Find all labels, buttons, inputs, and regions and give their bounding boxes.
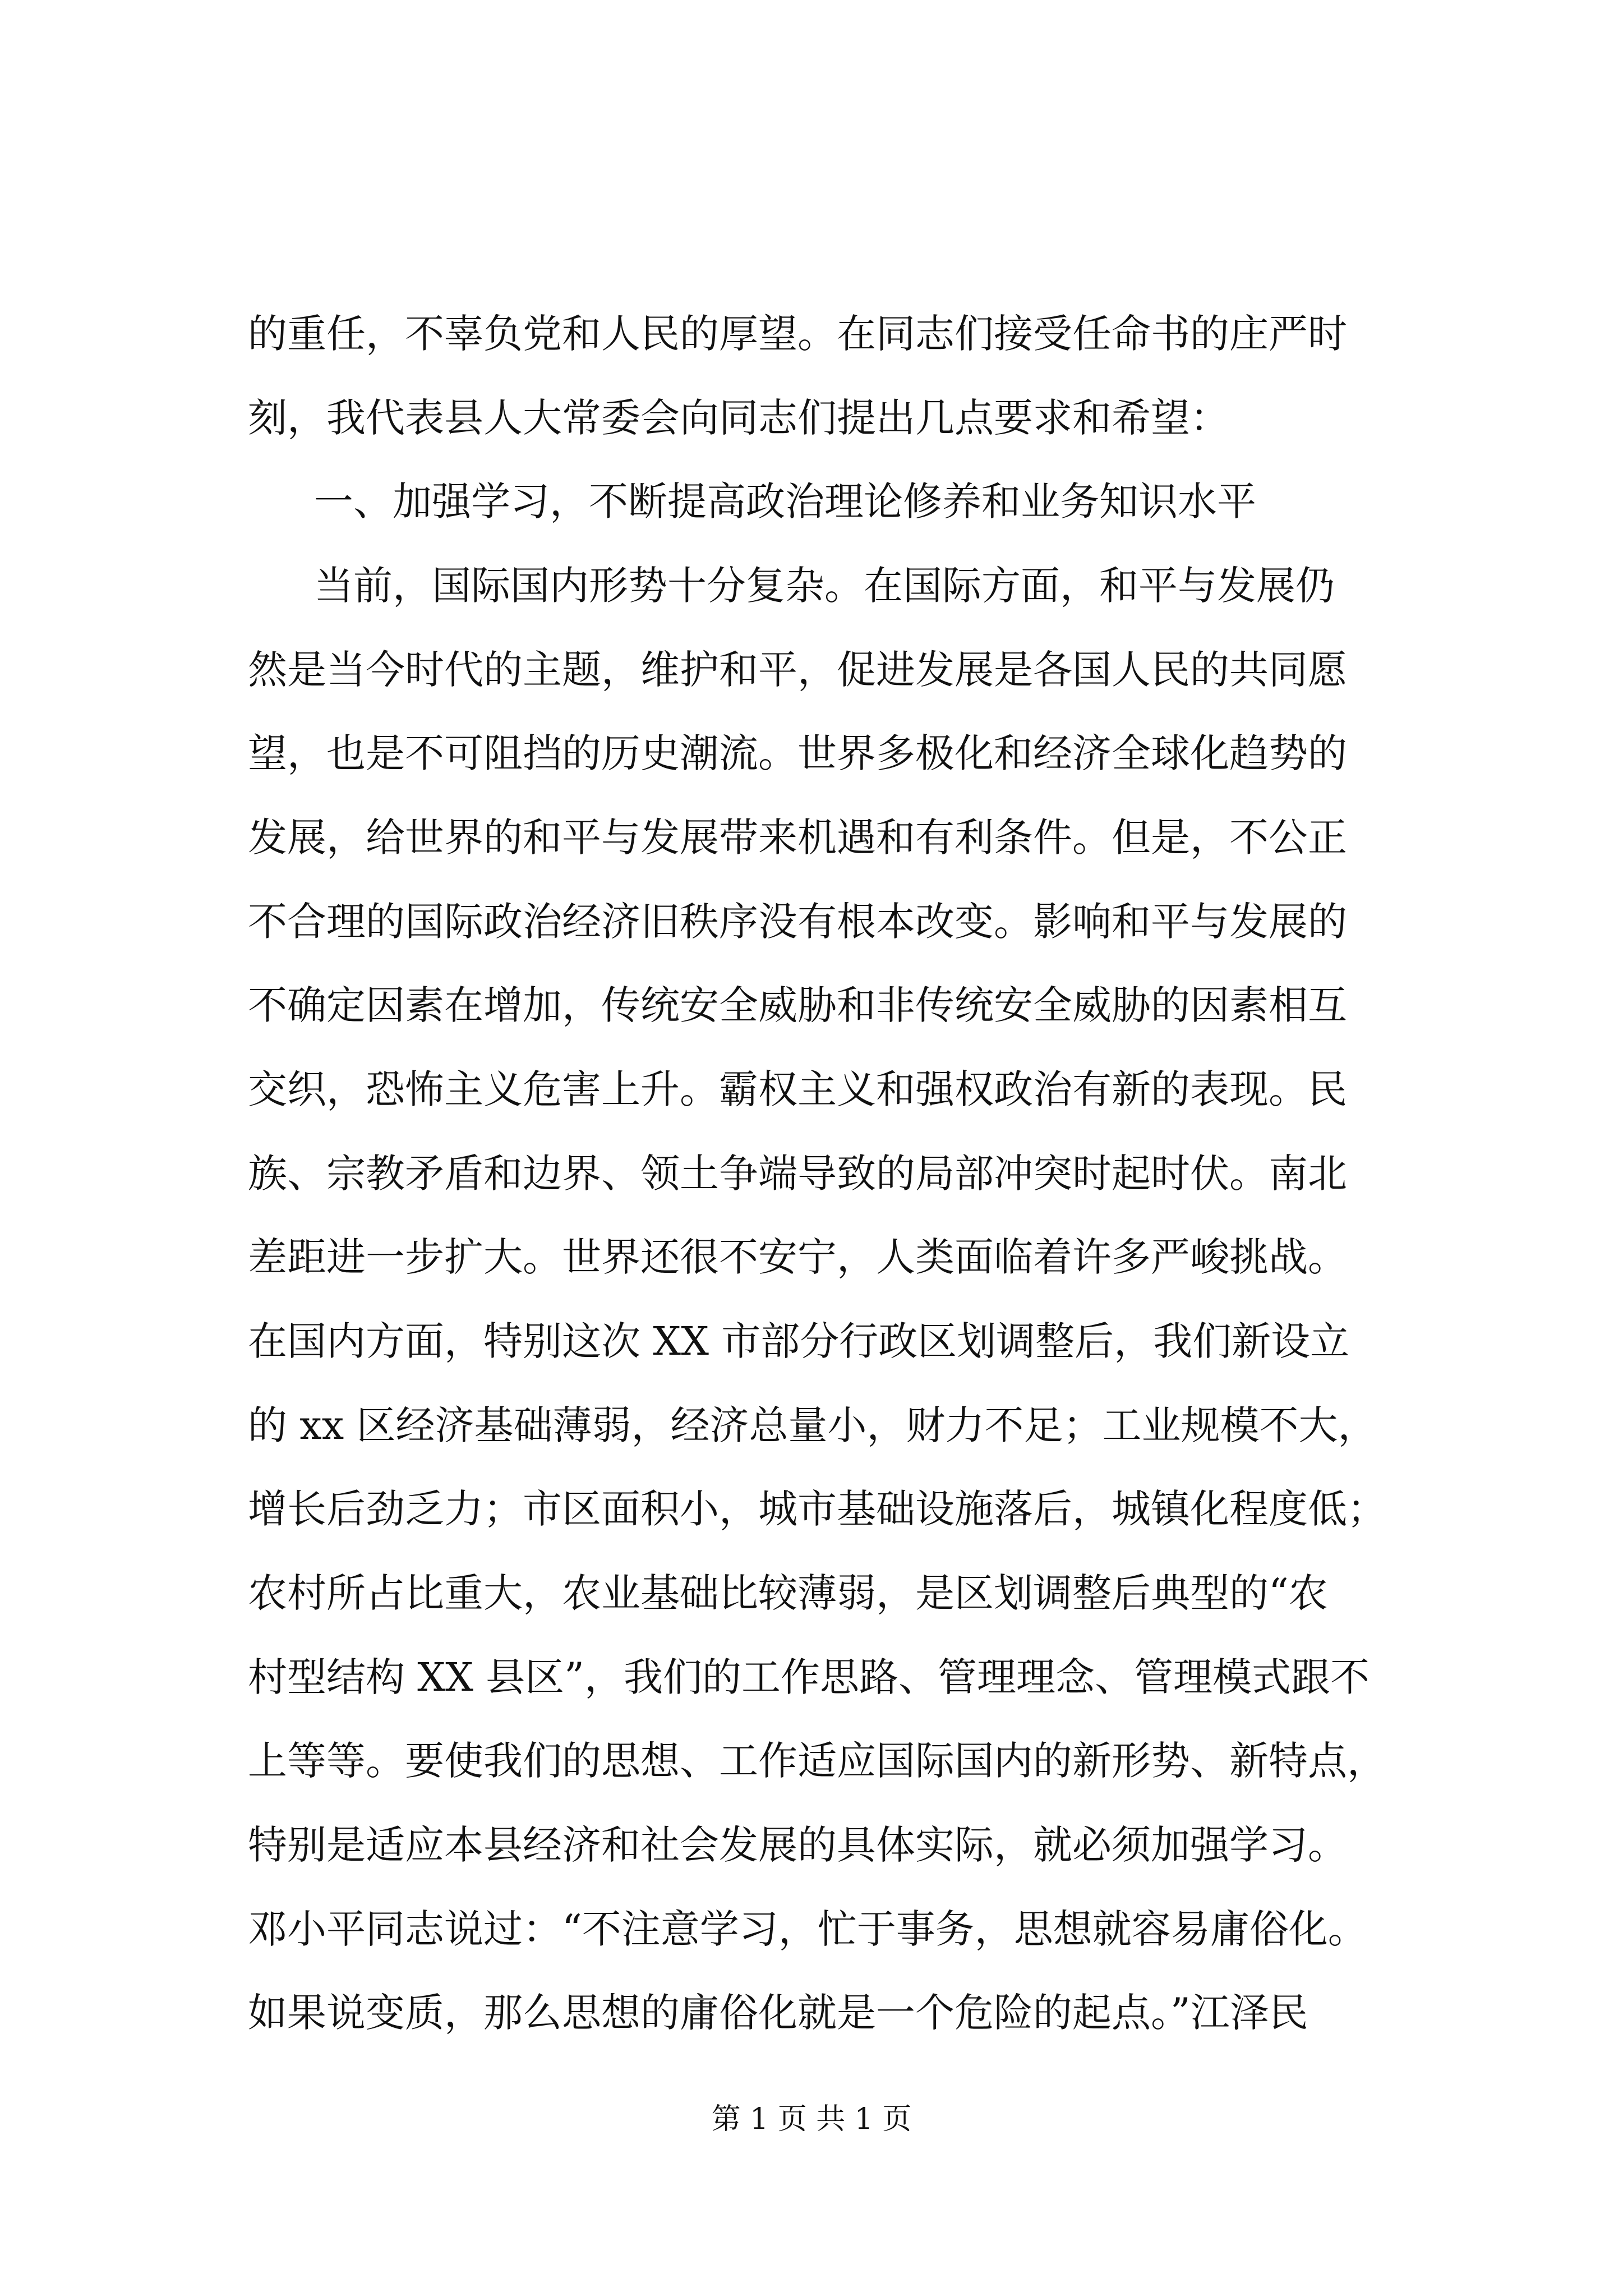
- text-line: 不合理的国际政治经济旧秩序没有根本改变。影响和平与发展的: [248, 899, 1347, 945]
- section-heading: 一、加强学习，不断提高政治理论修养和业务知识水平: [314, 478, 1256, 524]
- text-line: 然是当今时代的主题，维护和平，促进发展是各国人民的共同愿: [248, 647, 1347, 693]
- text-line: 交织，恐怖主义危害上升。霸权主义和强权政治有新的表现。民: [248, 1066, 1347, 1112]
- text-line: 村型结构 XX 县区”，我们的工作思路、管理理念、管理模式跟不: [248, 1654, 1370, 1700]
- text-line: 如果说变质，那么思想的庸俗化就是一个危险的起点。”江泽民: [248, 1990, 1308, 2036]
- text-line: 刻，我代表县人大常委会向同志们提出几点要求和希望：: [248, 395, 1229, 441]
- text-line: 族、宗教矛盾和边界、领土争端导致的局部冲突时起时伏。南北: [248, 1151, 1347, 1197]
- text-line: 不确定因素在增加，传统安全威胁和非传统安全威胁的因素相互: [248, 982, 1347, 1028]
- text-line: 发展，给世界的和平与发展带来机遇和有利条件。但是，不公正: [248, 815, 1347, 861]
- text-line: 的重任，不辜负党和人民的厚望。在同志们接受任命书的庄严时: [248, 311, 1347, 357]
- text-line: 邓小平同志说过：“不注意学习，忙于事务，思想就容易庸俗化。: [248, 1906, 1367, 1952]
- text-line: 的 xx 区经济基础薄弱，经济总量小，财力不足；工业规模不大，: [248, 1402, 1377, 1448]
- page-footer: 第 1 页 共 1 页: [711, 2102, 912, 2136]
- text-line: 上等等。要使我们的思想、工作适应国际国内的新形势、新特点，: [248, 1738, 1386, 1784]
- text-line: 增长后劲乏力；市区面积小，城市基础设施落后，城镇化程度低；: [248, 1486, 1386, 1532]
- text-line: 农村所占比重大，农业基础比较薄弱，是区划调整后典型的“农: [248, 1570, 1328, 1616]
- text-line: 特别是适应本县经济和社会发展的具体实际，就必须加强学习。: [248, 1822, 1347, 1868]
- text-line: 差距进一步扩大。世界还很不安宁，人类面临着许多严峻挑战。: [248, 1234, 1347, 1280]
- text-line: 在国内方面，特别这次 XX 市部分行政区划调整后，我们新设立: [248, 1318, 1350, 1364]
- text-line: 望，也是不可阻挡的历史潮流。世界多极化和经济全球化趋势的: [248, 730, 1347, 776]
- paragraph-first-line: 当前，国际国内形势十分复杂。在国际方面，和平与发展仍: [314, 563, 1335, 609]
